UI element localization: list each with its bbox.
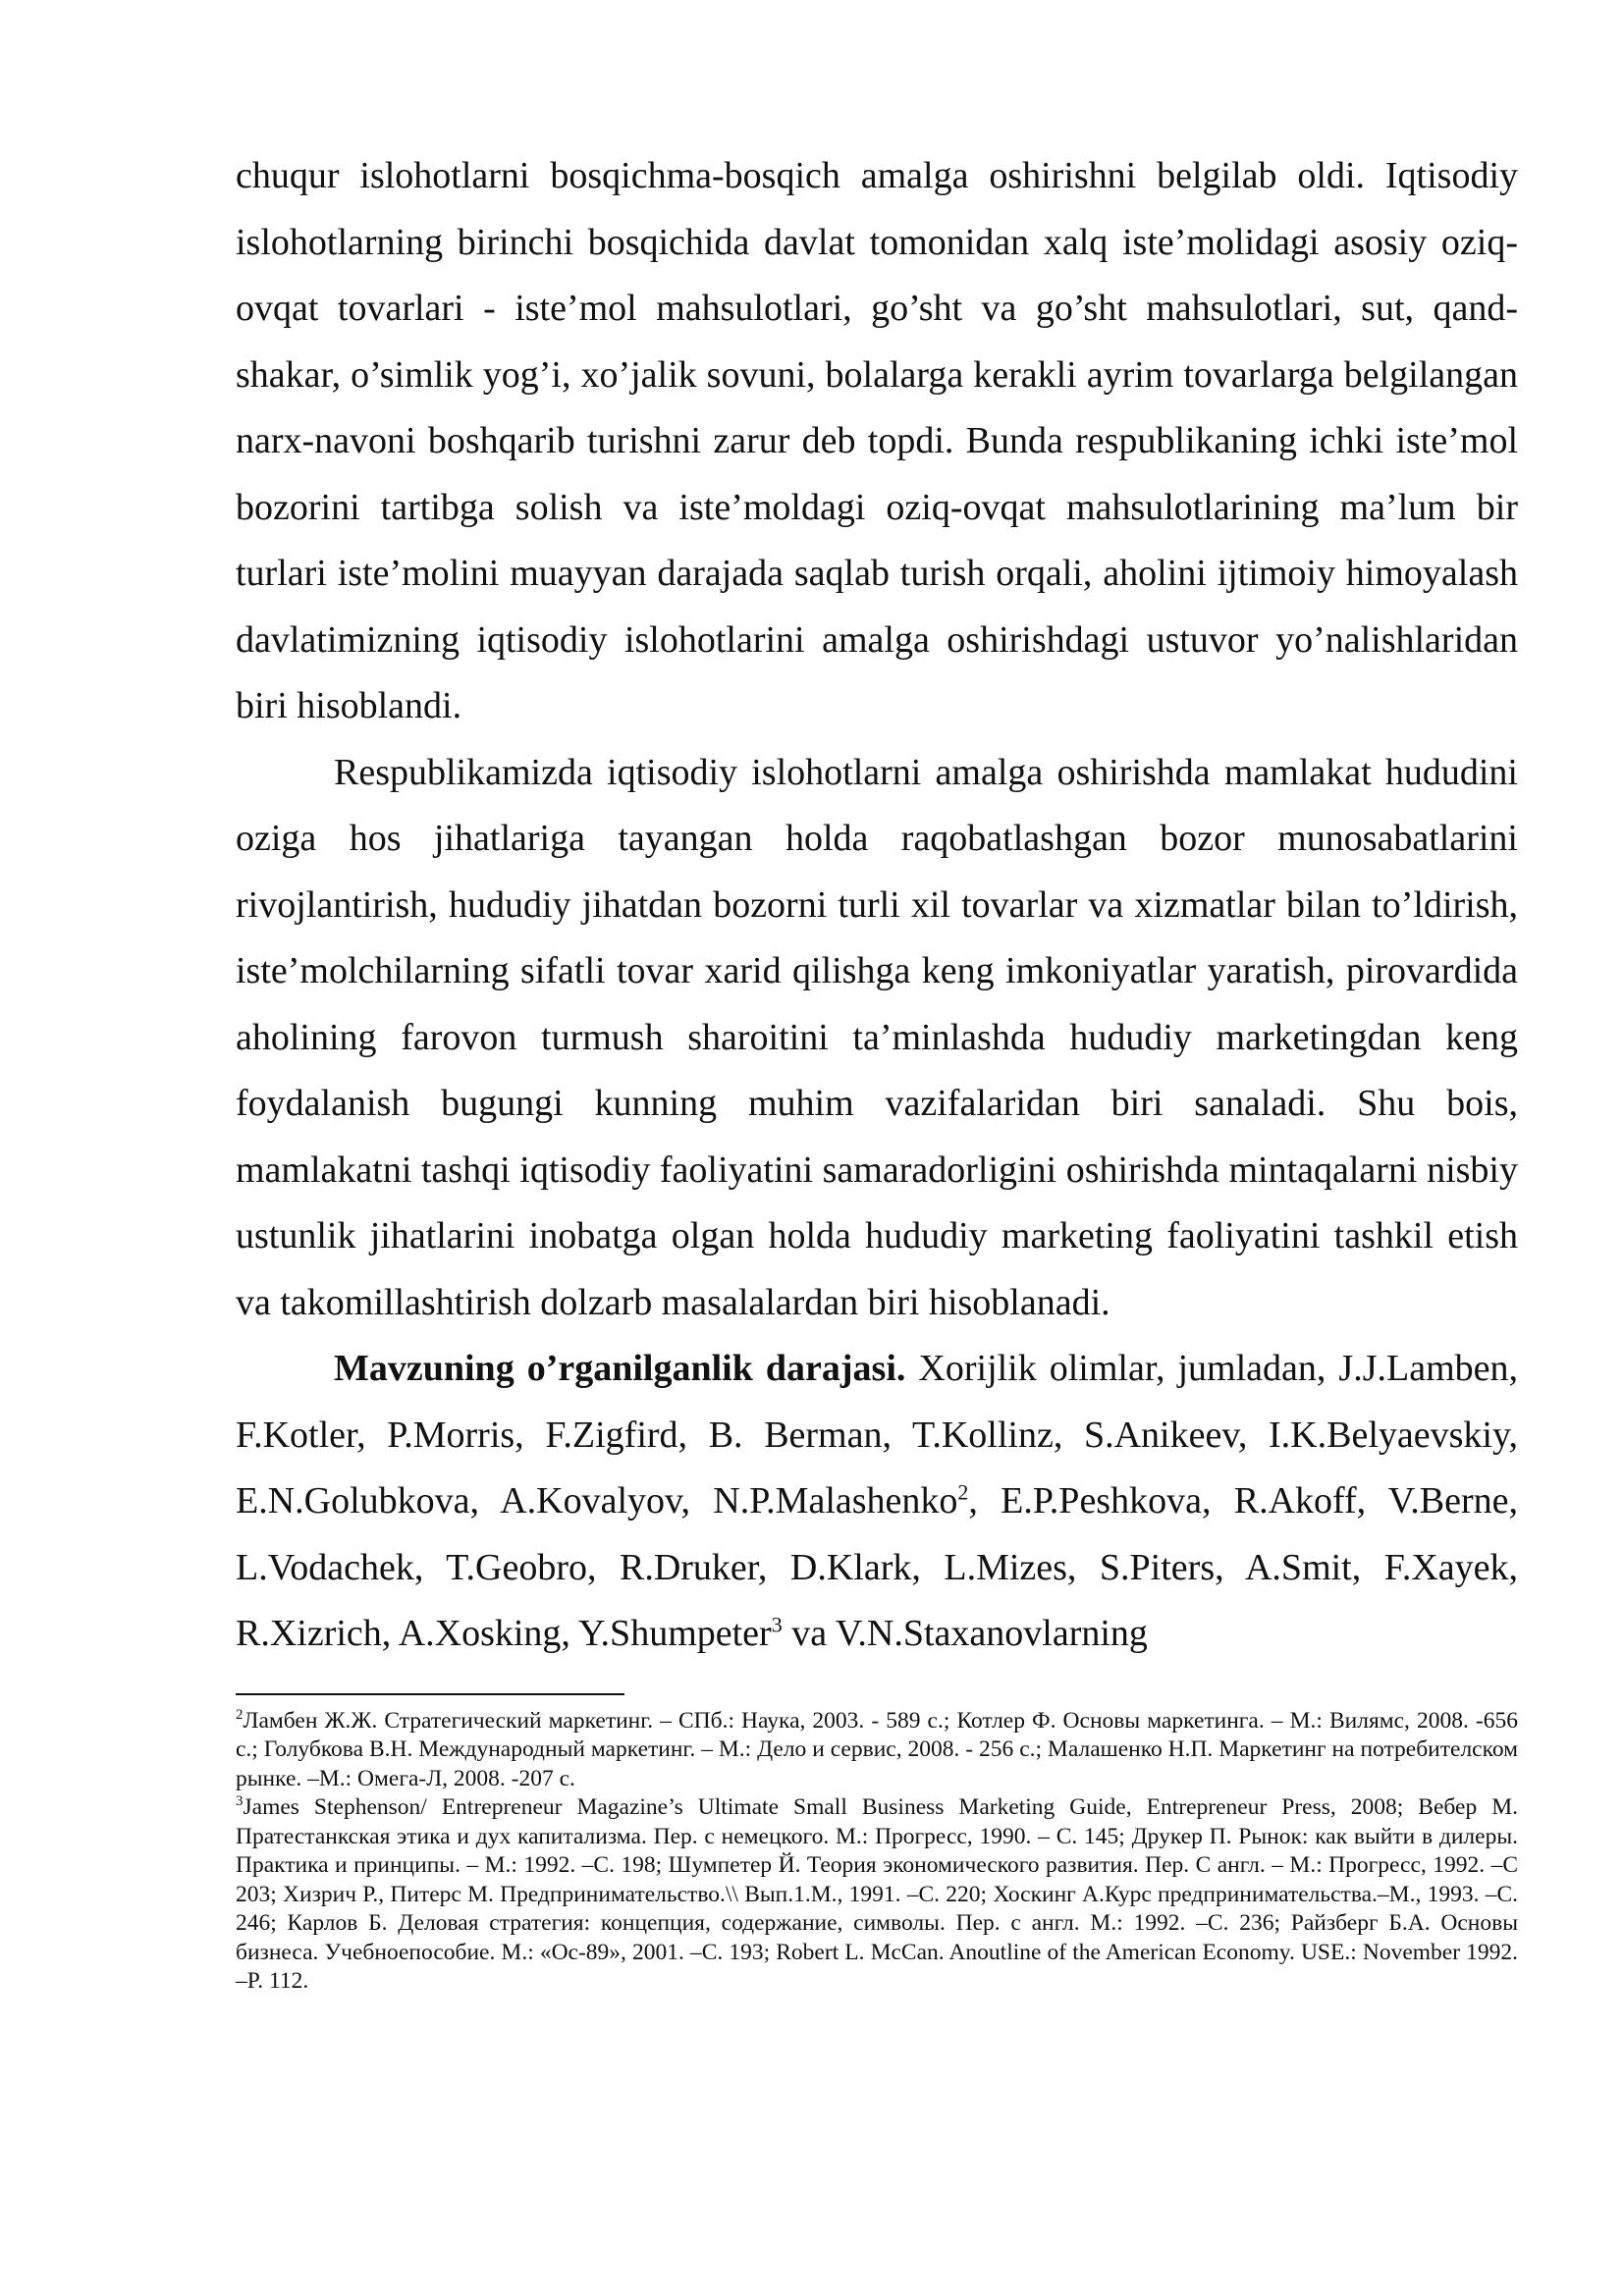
footnote-separator: [236, 1693, 624, 1695]
paragraph-text: va V.N.Staxanovlarning: [782, 1613, 1148, 1654]
paragraph-text: Xorijlik olimlar, jumladan, J.J.Lamben, F.Kotler, P.Morris, F.Zigfird, B. Berman, T.Kollinz, S.Anikeev, I.K.Belyaevskiy, E.N.Golubkova, A.Kovalyov, N.P.Malashenko: [236, 1348, 1519, 1522]
footnote-2: [236, 1707, 1518, 1794]
section-heading: Mavzuning o’rganilganlik darajasi.: [334, 1348, 906, 1389]
body-paragraph-2: Respublikamizda iqtisodiy islohotlarni amalga oshirishda mamlakat hududini oziga hos jihatlariga tayangan holda raqobatlashgan bozor munosabatlarini rivojlantirish, hududiy jihatdan bozorni turli xil tovarlar va xizmatlar bilan to’ldirish, iste’molchilarning sifatli tovar xarid qilishga keng imkoniyatlar yaratish, pirovardida aholining farovon turmush sharoitini ta’minlashda hududiy marketingdan keng foydalanish bugungi kunning muhim vazifalaridan biri sanaladi. Shu bois, mamlakatni tashqi iqtisodiy faoliyatini samaradorligini oshirishda mintaqalarni nisbiy ustunlik jihatlarini inobatga olgan holda hududiy marketing faoliyatini tashkil etish va takomillashtirish dolzarb masalalardan biri hisoblanadi.: [236, 751, 1518, 1323]
document-page: [236, 143, 1518, 1997]
footnote-marker: 3: [236, 1793, 244, 1810]
footnote-reference-2[interactable]: 2: [957, 1479, 969, 1505]
footnote-3: [236, 1793, 1518, 1997]
footnote-text: James Stephenson/ Entrepreneur Magazine’s Ultimate Small Business Marketing Guide, Entrepreneur Press, 2008; Вебер М. Пратестанкская этика и дух капитализма. Пер. с немецкого. М.: Прогресс, 1990. – С. 145; Друкер П. Рынок: как выйти в дилеры. Практика и принципы. – М.: 1992. –С. 198; Шумпетер Й. Теория экономического развития. Пер. С англ. – М.: Прогресс, 1992. –С 203; Хизрич Р., Питерс М. Предпринимательство.\\ Вып.1.М., 1991. –С. 220; Хоскинг А.Курс предпринимательства.–М., 1993. –С. 246; Карлов Б. Деловая стратегия: концепция, содержание, символы. Пер. с англ. М.: 1992. –С. 236; Райзберг Б.А. Основы бизнеса. Учебноепособие. М.: «Ос-89», 2001. –С. 193; Robert L. McCan. Anoutline of the American Economy. USE.: November 1992. –P. 112.: [236, 1794, 1518, 1994]
body-paragraph-1: chuqur islohotlarni bosqichma-bosqich amalga oshirishni belgilab oldi. Iqtisodiy islohotlarning birinchi bosqichida davlat tomonidan xalq iste’molidagi asosiy oziq-ovqat tovarlari - iste’mol mahsulotlari, go’sht va go’sht mahsulotlari, sut, qand-shakar, o’simlik yog’i, xo’jalik sovuni, bolalarga kerakli ayrim tovarlarga belgilangan narx-navoni boshqarib turishni zarur deb topdi. Bunda respublikaning ichki iste’mol bozorini tartibga solish va iste’moldagi oziq-ovqat mahsulotlarining ma’lum bir turlari iste’molini muayyan darajada saqlab turish orqali, aholini ijtimoiy himoyalash davlatimizning iqtisodiy islohotlarini amalga oshirishdagi ustuvor yo’nalishlaridan biri hisoblandi.: [236, 155, 1518, 726]
footnote-reference-3[interactable]: 3: [771, 1612, 783, 1637]
body-paragraph-3: [236, 1336, 1518, 1668]
paragraph-text: , E.P.Peshkova, R.Akoff, V.Berne, L.Vodachek, T.Geobro, R.Druker, D.Klark, L.Mizes, S.Piters, A.Smit, F.Xayek, R.Xizrich, A.Xosking, Y.Shumpeter: [236, 1480, 1518, 1654]
footnote-text: Ламбен Ж.Ж. Стратегический маркетинг. – СПб.: Наука, 2003. - 589 с.; Котлер Ф. Основы маркетинга. – М.: Вилямс, 2008. -656 с.; Голубкова В.Н. Международный маркетинг. – М.: Дело и сервис, 2008. - 256 с.; Малашенко Н.П. Маркетинг на потребителском рынке. –М.: Омега-Л, 2008. -207 с.: [236, 1707, 1518, 1791]
footnote-marker: 2: [236, 1706, 244, 1723]
